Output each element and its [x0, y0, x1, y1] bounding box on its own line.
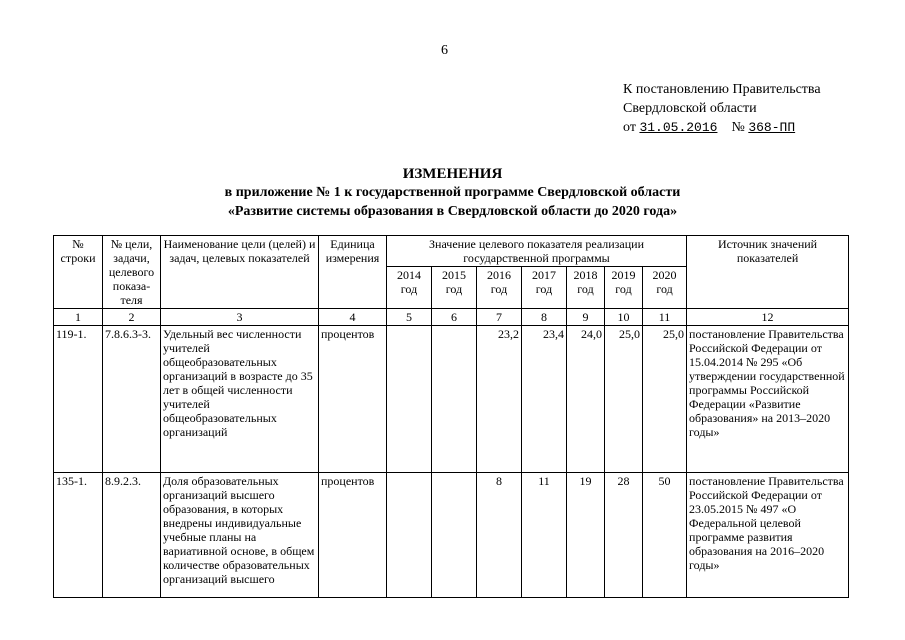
- value-2017: 11: [522, 473, 567, 598]
- column-numbers-row: [54, 309, 849, 326]
- document-subtitle: в приложение № 1 к государственной программе Свердловской области: [224, 185, 681, 200]
- value-2018: 19: [567, 473, 605, 598]
- col-number: 4: [319, 309, 387, 326]
- number-prefix: №: [731, 120, 745, 135]
- col-number: 6: [432, 309, 477, 326]
- value-2015: [432, 326, 477, 473]
- header-unit: Единица измерения: [319, 236, 387, 309]
- goal-number: 7.8.6.3-3.: [103, 326, 161, 473]
- source: постановление Правительства Российской Федерации от 23.05.2015 № 497 «О Федеральной целевой программе развития образования на 2016–2020 годы»: [687, 473, 849, 598]
- indicator-name: Доля образовательных организаций высшего образования, в которых внедрены индивидуальные учебные планы на вариативной основе, в общем количестве образовательных организаций высшего: [161, 473, 319, 598]
- source: постановление Правительства Российской Федерации от 15.04.2014 № 295 «Об утверждении государственной программы Российской Федерации «Развитие образования» на 2013–2020 годы»: [687, 326, 849, 473]
- approval-line-1: К постановлению Правительства: [623, 82, 821, 97]
- approval-number: 368-ПП: [748, 120, 796, 135]
- value-2016: 8: [477, 473, 522, 598]
- table-row: [54, 326, 849, 473]
- header-year: 2018 год: [567, 267, 605, 309]
- unit: процентов: [319, 326, 387, 473]
- col-number: 1: [54, 309, 103, 326]
- header-year: 2016 год: [477, 267, 522, 309]
- col-number: 2: [103, 309, 161, 326]
- goal-number: 8.9.2.3.: [103, 473, 161, 598]
- value-2020: 50: [643, 473, 687, 598]
- indicator-name: Удельный вес численности учителей общеобразовательных организаций в возрасте до 35 лет в общей численности учителей общеобразовательных организаций: [161, 326, 319, 473]
- header-row-no: № строки: [54, 236, 103, 309]
- header-name: Наименование цели (целей) и задач, целевых показателей: [161, 236, 319, 309]
- table-row: [54, 473, 849, 598]
- value-2020: 25,0: [643, 326, 687, 473]
- row-number: 135-1.: [54, 473, 103, 598]
- value-2016: 23,2: [477, 326, 522, 473]
- header-year: 2019 год: [605, 267, 643, 309]
- header-values-group: Значение целевого показателя реализации государственной программы: [387, 236, 687, 267]
- header-goal-no: № цели, задачи, целевого показа-теля: [103, 236, 161, 309]
- header-row: [54, 236, 849, 267]
- value-2015: [432, 473, 477, 598]
- changes-table: [53, 235, 849, 598]
- value-2014: [387, 473, 432, 598]
- col-number: 8: [522, 309, 567, 326]
- header-year: 2020 год: [643, 267, 687, 309]
- program-title: «Развитие системы образования в Свердловской области до 2020 года»: [227, 204, 678, 219]
- col-number: 11: [643, 309, 687, 326]
- document-title: ИЗМЕНЕНИЯ: [402, 166, 503, 182]
- header-year: 2015 год: [432, 267, 477, 309]
- date-prefix: от: [623, 120, 636, 135]
- col-number: 7: [477, 309, 522, 326]
- col-number: 12: [687, 309, 849, 326]
- row-number: 119-1.: [54, 326, 103, 473]
- col-number: 5: [387, 309, 432, 326]
- value-2018: 24,0: [567, 326, 605, 473]
- value-2019: 28: [605, 473, 643, 598]
- page-number: 6: [441, 43, 448, 58]
- header-year: 2014 год: [387, 267, 432, 309]
- approval-date: 31.05.2016: [639, 120, 718, 135]
- header-year: 2017 год: [522, 267, 567, 309]
- header-source: Источник значений показателей: [687, 236, 849, 309]
- value-2014: [387, 326, 432, 473]
- approval-date-line: [623, 118, 821, 137]
- col-number: 3: [161, 309, 319, 326]
- value-2017: 23,4: [522, 326, 567, 473]
- col-number: 9: [567, 309, 605, 326]
- value-2019: 25,0: [605, 326, 643, 473]
- approval-block: [623, 80, 821, 137]
- approval-line-2: Свердловской области: [623, 101, 757, 116]
- col-number: 10: [605, 309, 643, 326]
- unit: процентов: [319, 473, 387, 598]
